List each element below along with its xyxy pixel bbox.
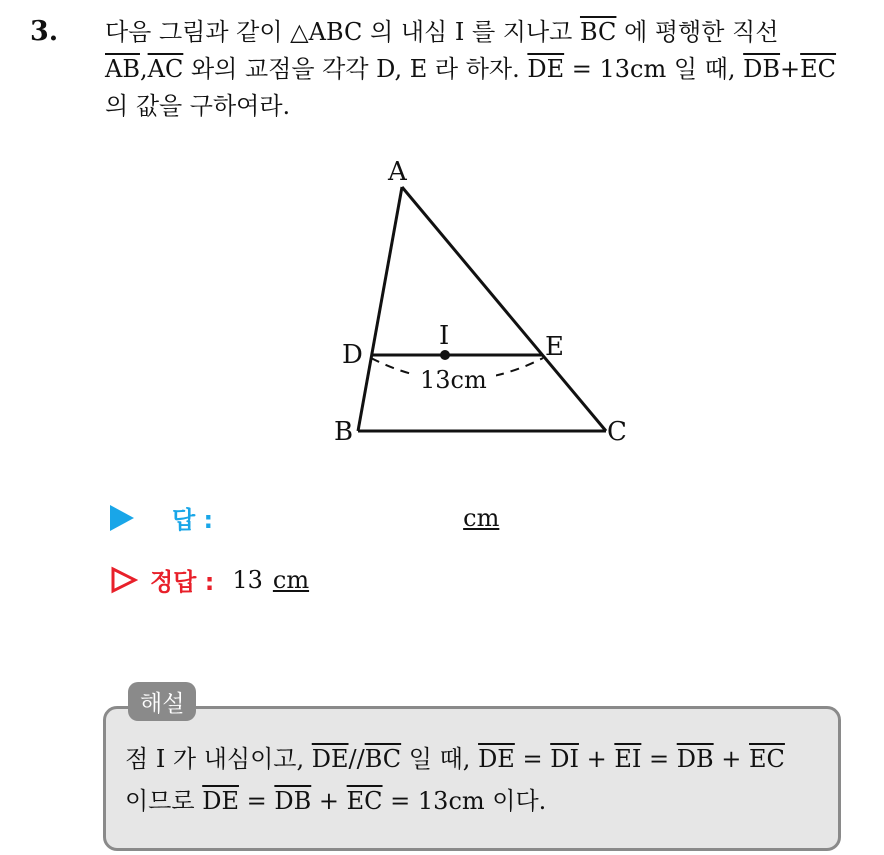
side-ac	[402, 187, 606, 431]
explanation-tag: 해설	[128, 682, 196, 721]
outline-triangle-icon	[110, 566, 138, 594]
explanation-text	[125, 738, 835, 822]
question-line-3: 의 값을 구하여라.	[105, 92, 291, 120]
answer-unit: cm	[463, 503, 500, 532]
label-e: E	[545, 332, 564, 362]
answer-row	[110, 500, 499, 535]
label-i: I	[439, 321, 450, 351]
explanation-line-1: 점 I 가 내심이고, $\overline{DE}//\overline{BC}$ 일 때, $\overline{DE} = \overline{DI} + \overline{EI} = \overline{DB} + \overline{EC}$	[125, 745, 785, 773]
question-line-2: $\overline{AB},\overline{AC}$ 와의 교점을 각각 D, E 라 하자. $\overline{DE} = 13cm$ 일 때, $\overline{DB}+\overline{EC}$	[105, 55, 837, 83]
question-line-1: 다음 그림과 같이 △ABC 의 내심 I 를 지나고 $\overline{BC}$ 에 평행한 직선	[105, 18, 779, 46]
correct-answer-row	[110, 562, 309, 597]
label-b: B	[334, 417, 354, 447]
answer-label: 답 :	[172, 506, 214, 534]
correct-answer-unit: cm	[272, 565, 310, 594]
label-d: D	[342, 340, 363, 370]
question-number: 3.	[30, 16, 59, 47]
correct-answer-value: 13	[232, 565, 263, 594]
play-arrow-icon	[110, 505, 134, 531]
label-a: A	[388, 157, 407, 187]
side-ab	[358, 187, 402, 431]
question-text	[105, 14, 865, 125]
incenter-point	[440, 350, 450, 360]
triangle-figure	[320, 150, 640, 460]
length-label: 13cm	[420, 366, 487, 394]
label-c: C	[607, 417, 627, 447]
explanation-line-2: 이므로 $\overline{DE} = \overline{DB} + \overline{EC} = 13cm$ 이다.	[125, 787, 547, 815]
correct-answer-label: 정답 :	[150, 568, 215, 596]
